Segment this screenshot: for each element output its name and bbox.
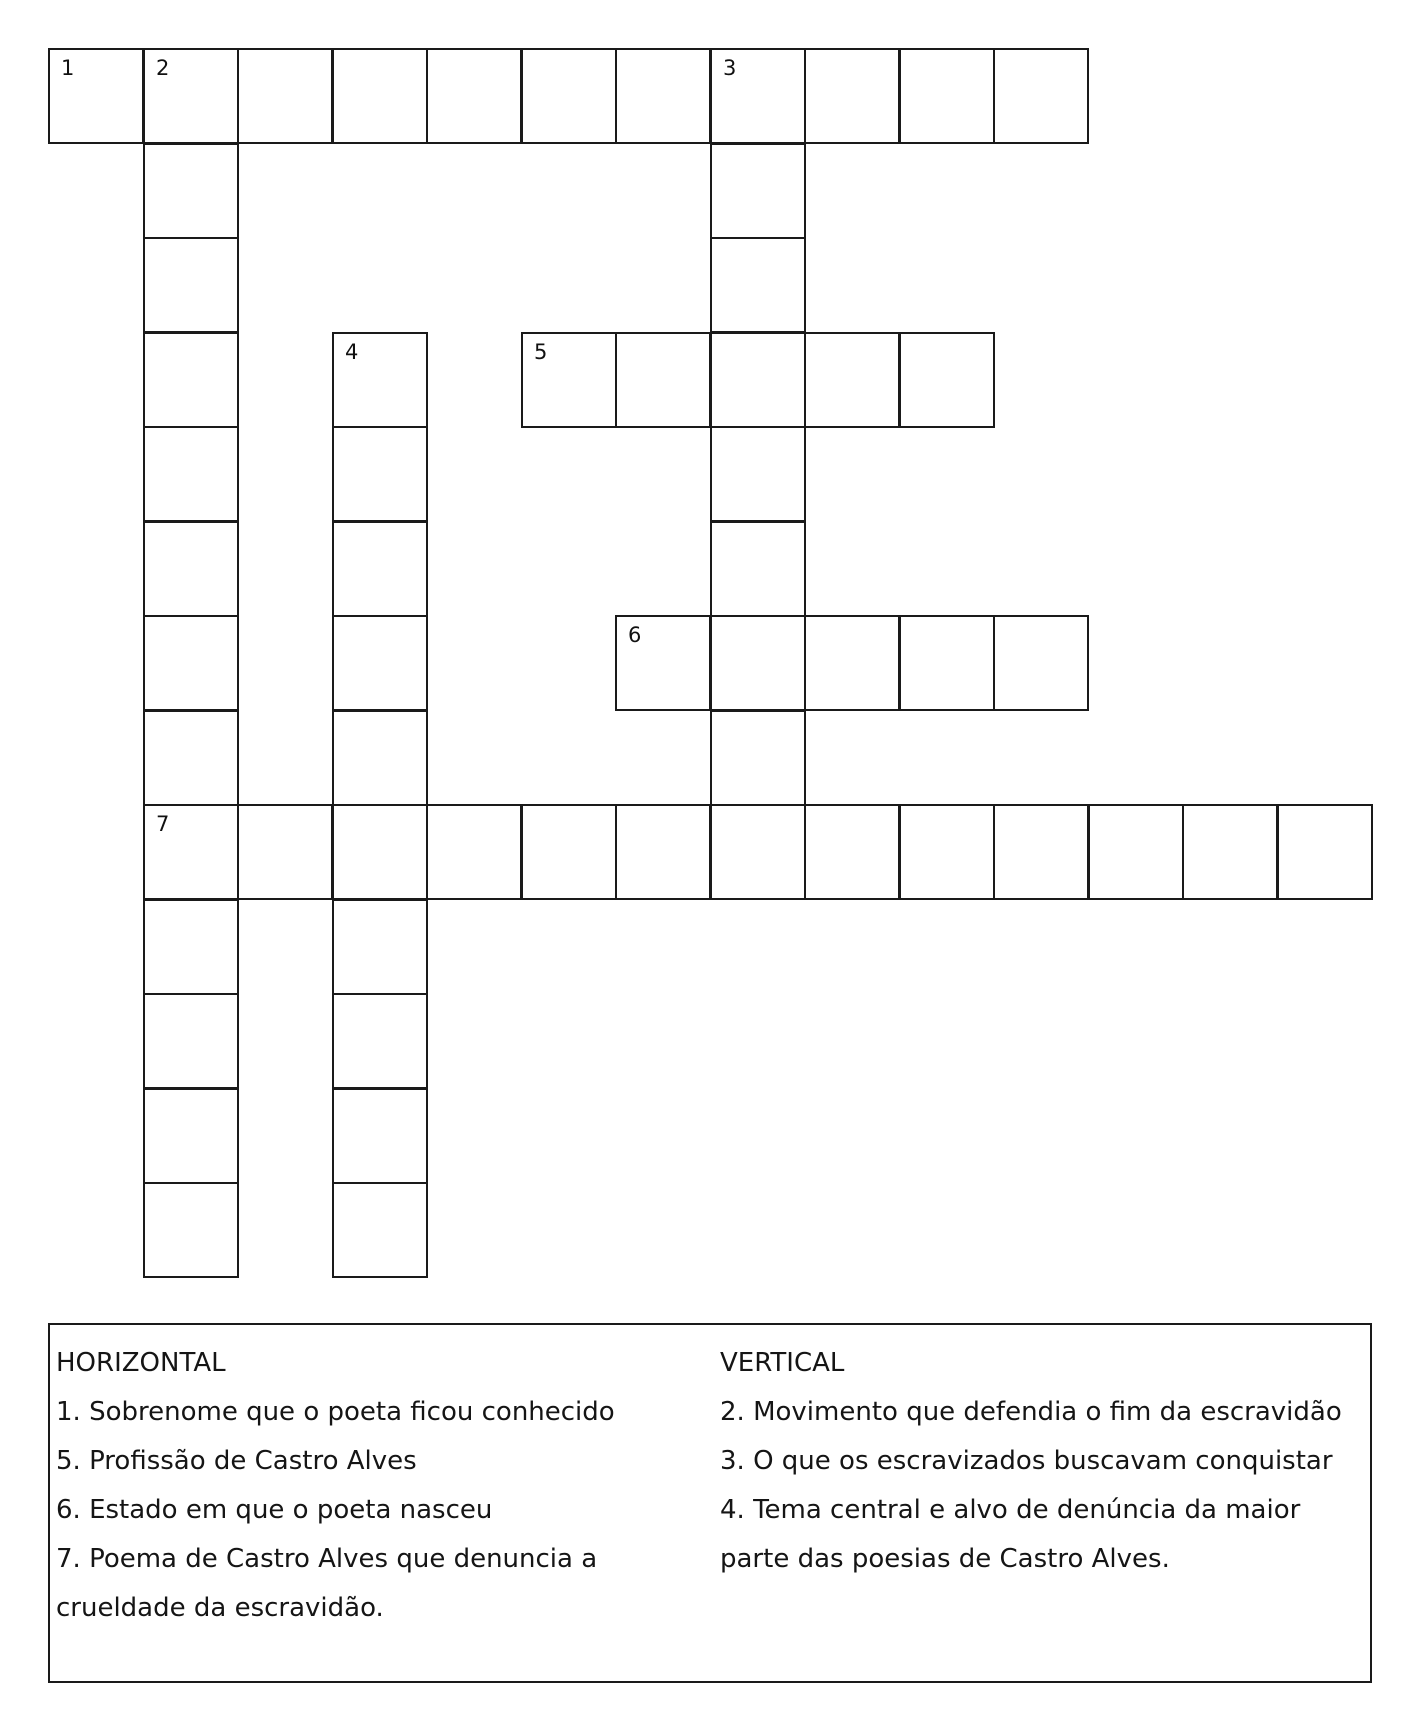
vertical-clue-4-continued: parte das poesias de Castro Alves. xyxy=(720,1544,1170,1574)
clue-number: 1 xyxy=(61,56,75,80)
crossword-cell[interactable] xyxy=(332,1088,428,1184)
vertical-heading: VERTICAL xyxy=(720,1348,845,1378)
crossword-cell[interactable] xyxy=(332,426,428,522)
crossword-cell[interactable] xyxy=(710,332,806,428)
crossword-cell[interactable] xyxy=(426,48,522,144)
crossword-cell[interactable] xyxy=(899,332,995,428)
clues-box xyxy=(48,1323,1372,1683)
crossword-cell[interactable] xyxy=(332,993,428,1089)
clue-number: 6 xyxy=(628,623,642,647)
crossword-cell[interactable] xyxy=(993,615,1089,711)
crossword-cell[interactable] xyxy=(143,143,239,239)
horizontal-clue-7-continued: crueldade da escravidão. xyxy=(56,1593,384,1623)
crossword-cell[interactable] xyxy=(143,521,239,617)
clue-number: 3 xyxy=(723,56,737,80)
crossword-cell[interactable] xyxy=(332,710,428,806)
crossword-cell[interactable] xyxy=(804,48,900,144)
crossword-cell[interactable] xyxy=(426,804,522,900)
crossword-cell[interactable] xyxy=(993,804,1089,900)
crossword-cell[interactable] xyxy=(332,48,428,144)
crossword-cell[interactable] xyxy=(615,804,711,900)
crossword-cell[interactable] xyxy=(710,48,806,144)
clue-number: 2 xyxy=(156,56,170,80)
crossword-cell[interactable] xyxy=(143,710,239,806)
crossword-cell[interactable] xyxy=(332,615,428,711)
vertical-clue-2: 2. Movimento que defendia o fim da escravidão xyxy=(720,1397,1342,1427)
crossword-cell[interactable] xyxy=(710,710,806,806)
crossword-cell[interactable] xyxy=(615,615,711,711)
crossword-cell[interactable] xyxy=(710,143,806,239)
crossword-cell[interactable] xyxy=(237,48,333,144)
crossword-cell[interactable] xyxy=(521,804,617,900)
crossword-cell[interactable] xyxy=(143,48,239,144)
crossword-cell[interactable] xyxy=(521,332,617,428)
horizontal-clue-5: 5. Profissão de Castro Alves xyxy=(56,1446,417,1476)
crossword-cell[interactable] xyxy=(332,1182,428,1278)
crossword-cell[interactable] xyxy=(143,993,239,1089)
crossword-cell[interactable] xyxy=(143,237,239,333)
crossword-cell[interactable] xyxy=(332,899,428,995)
clue-number: 5 xyxy=(534,340,548,364)
crossword-cell[interactable] xyxy=(143,1088,239,1184)
crossword-cell[interactable] xyxy=(143,1182,239,1278)
crossword-cell[interactable] xyxy=(143,332,239,428)
crossword-cell[interactable] xyxy=(899,804,995,900)
crossword-cell[interactable] xyxy=(710,804,806,900)
vertical-clue-3: 3. O que os escravizados buscavam conquistar xyxy=(720,1446,1333,1476)
crossword-cell[interactable] xyxy=(899,48,995,144)
crossword-cell[interactable] xyxy=(804,804,900,900)
crossword-cell[interactable] xyxy=(899,615,995,711)
crossword-cell[interactable] xyxy=(993,48,1089,144)
horizontal-clues xyxy=(56,1339,696,1633)
horizontal-clue-6: 6. Estado em que o poeta nasceu xyxy=(56,1495,493,1525)
crossword-cell[interactable] xyxy=(143,615,239,711)
crossword-cell[interactable] xyxy=(615,332,711,428)
vertical-clue-4: 4. Tema central e alvo de denúncia da maior xyxy=(720,1495,1301,1525)
crossword-cell[interactable] xyxy=(710,521,806,617)
crossword-cell[interactable] xyxy=(710,615,806,711)
horizontal-heading: HORIZONTAL xyxy=(56,1348,226,1378)
horizontal-clue-1: 1. Sobrenome que o poeta ficou conhecido xyxy=(56,1397,615,1427)
crossword-cell[interactable] xyxy=(521,48,617,144)
crossword-cell[interactable] xyxy=(143,426,239,522)
clue-number: 4 xyxy=(345,340,359,364)
crossword-cell[interactable] xyxy=(143,804,239,900)
horizontal-clue-7: 7. Poema de Castro Alves que denuncia a xyxy=(56,1544,598,1574)
crossword-cell[interactable] xyxy=(804,332,900,428)
crossword-cell[interactable] xyxy=(48,48,144,144)
crossword-cell[interactable] xyxy=(332,332,428,428)
crossword-cell[interactable] xyxy=(332,804,428,900)
crossword-cell[interactable] xyxy=(237,804,333,900)
crossword-cell[interactable] xyxy=(1088,804,1184,900)
vertical-clues xyxy=(720,1339,1360,1584)
crossword-cell[interactable] xyxy=(804,615,900,711)
crossword-cell[interactable] xyxy=(143,899,239,995)
crossword-cell[interactable] xyxy=(332,521,428,617)
crossword-cell[interactable] xyxy=(1277,804,1373,900)
clue-number: 7 xyxy=(156,812,170,836)
crossword-cell[interactable] xyxy=(615,48,711,144)
crossword-cell[interactable] xyxy=(710,426,806,522)
crossword-cell[interactable] xyxy=(1182,804,1278,900)
crossword-cell[interactable] xyxy=(710,237,806,333)
